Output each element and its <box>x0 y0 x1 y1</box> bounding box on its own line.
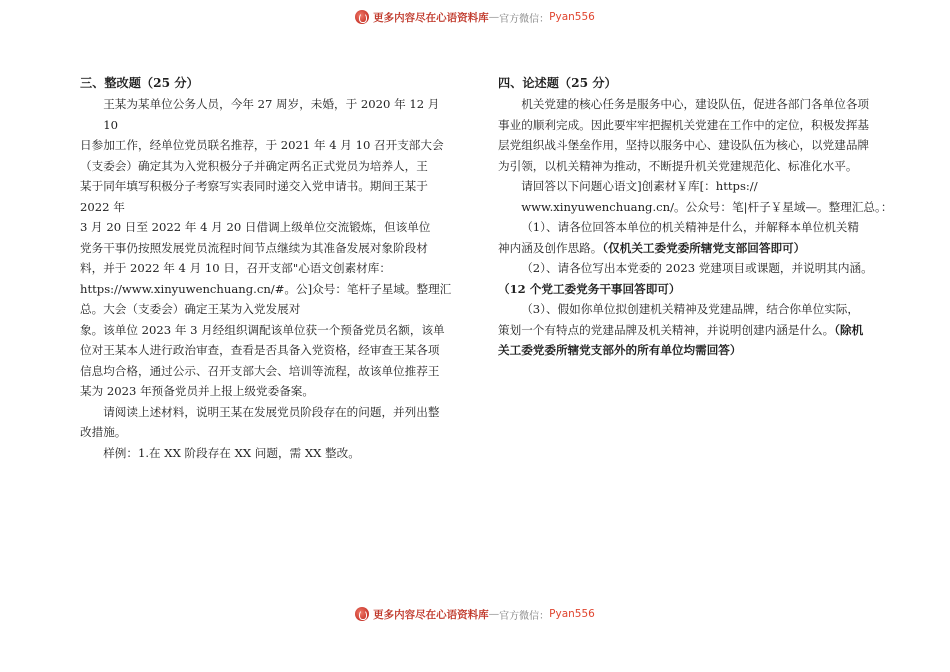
banner-brand: 更多内容尽在心语资料库 <box>373 11 489 24</box>
question-3-scope-note-start: （除机 <box>834 322 864 337</box>
paragraph-line: 日参加工作，经单位党员联名推荐，于 2021 年 4 月 10 召开支部大会 <box>80 138 444 152</box>
paragraph-line: 机关党建的核心任务是服务中心，建设队伍，促进各部门各单位各项 <box>521 97 870 111</box>
example-line: 样例：1.在 XX 阶段存在 XX 问题，需 XX 整改。 <box>103 445 360 460</box>
paragraph-line: 3 月 20 日至 2022 年 4 月 20 日借调上级单位交流锻炼，但该单位 <box>80 220 431 234</box>
header-banner <box>0 6 950 28</box>
section-heading-essay: 四、论述题（25 分） <box>498 76 617 90</box>
library-logo-icon <box>355 10 369 24</box>
footer-banner <box>0 603 950 625</box>
paragraph-line: 请回答以下问题心语文]创素材￥库[：https:// <box>521 179 758 193</box>
banner-wechat-id: Pyan556 <box>549 11 595 23</box>
question-3-line: （3）、假如你单位拟创建机关精神及党建品牌，结合你单位实际， <box>521 302 859 316</box>
paragraph-line: 位对王某本人进行政治审查，查看是否具备入党资格，经审查王某各项 <box>80 343 440 357</box>
paragraph-line: 料，并于 2022 年 4 月 10 日，召开支部"心语文创素材库： <box>80 261 391 275</box>
question-1-line: （1）、请各位回答本单位的机关精神是什么，并解释本单位机关精 <box>521 220 859 234</box>
paragraph-line: 信息均合格，通过公示、召开支部大会、培训等流程，故该单位推荐王 <box>80 363 440 378</box>
paragraph-line: 请阅读上述材料，说明王某在发展党员阶段存在的问题，并列出整 <box>103 404 440 419</box>
question-3-text: 策划一个有特点的党建品牌及机关精神，并说明创建内涵是什么。 <box>498 322 835 337</box>
paragraph-line: 2022 年 <box>80 199 125 214</box>
section-heading-rectification: 三、整改题（25 分） <box>80 76 199 90</box>
question-1-line <box>498 238 896 259</box>
paragraph-line: 党务干事仍按照发展党员流程时间节点继续为其准备发展对象阶段材 <box>80 240 428 255</box>
banner-wechat-id: Pyan556 <box>549 608 595 620</box>
paragraph-line: www.xinyuwenchuang.cn/。公众号：笔|杆子￥星域—。整理汇总。： <box>521 199 893 214</box>
banner-brand: 更多内容尽在心语资料库 <box>373 608 489 621</box>
paragraph-line: 某于同年填写积极分子考察写实表同时递交入党申请书。期间王某于 <box>80 179 428 193</box>
banner-official-label: 官方微信： <box>499 610 550 622</box>
banner-official-label: 官方微信： <box>499 13 550 25</box>
question-1-scope-note: （仅机关工委党委所辖党支部回答即可） <box>602 240 806 255</box>
library-logo-icon <box>355 607 369 621</box>
paragraph-line: 某为 2023 年预备党员并上报上级党委备案。 <box>80 384 314 398</box>
paragraph-line: （支委会）确定其为入党积极分子并确定两名正式党员为培养人，王 <box>80 158 428 173</box>
paragraph-line: 层党组织战斗堡垒作用，坚持以服务中心、建设队伍为核心，以党建品牌 <box>498 138 870 152</box>
question-2-scope-note: （12 个党工委党务干事回答即可） <box>498 281 681 296</box>
paragraph-line: 10 <box>103 117 118 132</box>
banner-separator: — <box>488 11 500 23</box>
paragraph-line: 为引领，以机关精神为推动，不断提升机关党建规范化、标准化水平。 <box>498 158 858 173</box>
section-essay <box>498 72 896 361</box>
paragraph-line: 事业的顺利完成。因此要牢牢把握机关党建在工作中的定位，积极发挥基 <box>498 117 870 132</box>
question-1-text: 神内涵及创作思路。 <box>498 240 603 255</box>
question-3-line <box>498 320 896 341</box>
paragraph-line: 王某为某单位公务人员，今年 27 周岁，未婚，于 2020 年 12 月 <box>103 97 440 111</box>
paragraph-line: https://www.xinyuwenchuang.cn/#。公]众号：笔杆子星域。整理汇 <box>80 281 452 296</box>
paragraph-line: 改措施。 <box>80 425 127 439</box>
banner-separator: — <box>488 608 500 620</box>
question-2-line: （2）、请各位写出本党委的 2023 党建项目或课题，并说明其内涵。 <box>521 261 873 275</box>
paragraph-line: 象。该单位 2023 年 3 月经组织调配该单位获一个预备党员名额，该单 <box>80 322 445 337</box>
question-3-scope-note-end: 关工委党委所辖党支部外的所有单位均需回答） <box>498 343 742 357</box>
section-rectification <box>80 72 452 463</box>
paragraph-line: 总。大会（支委会）确定王某为入党发展对 <box>80 302 301 316</box>
